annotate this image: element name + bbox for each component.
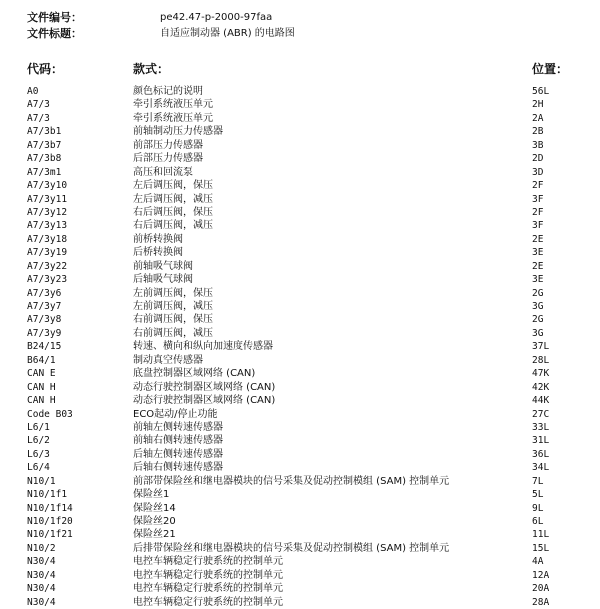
row-model: 前轴制动压力传感器 xyxy=(133,126,223,138)
row-position: 33L xyxy=(532,421,550,433)
row-model: 右前调压阀，减压 xyxy=(133,327,213,339)
row-model: 后部压力传感器 xyxy=(133,153,203,165)
table-row xyxy=(0,125,600,138)
row-code: N10/1f21 xyxy=(27,529,73,541)
table-row xyxy=(0,394,600,407)
column-header-code: 代码： xyxy=(27,62,64,76)
table-row xyxy=(0,273,600,286)
row-position: 2F xyxy=(532,180,544,192)
table-row xyxy=(0,340,600,353)
row-model: 前轴右侧转速传感器 xyxy=(133,435,223,447)
row-position: 37L xyxy=(532,341,550,353)
row-position: 34L xyxy=(532,462,550,474)
column-header-position: 位置： xyxy=(532,62,569,76)
row-code: A7/3b8 xyxy=(27,153,62,165)
table-row xyxy=(0,98,600,111)
row-position: 6L xyxy=(532,516,544,527)
doc-title-label: 文件标题： xyxy=(27,27,82,40)
row-model: 右后调压阀，减压 xyxy=(133,220,213,232)
row-position: 11L xyxy=(532,529,550,541)
row-code: N10/1 xyxy=(27,475,56,487)
table-row xyxy=(0,542,600,555)
row-position: 9L xyxy=(532,502,544,514)
row-code: Code B03 xyxy=(27,408,73,420)
table-row xyxy=(0,461,600,474)
row-model: 保险丝14 xyxy=(133,502,176,514)
row-position: 2F xyxy=(532,206,544,218)
table-row xyxy=(0,152,600,165)
row-code: N30/4 xyxy=(27,569,56,581)
table-row xyxy=(0,569,600,582)
table-row xyxy=(0,313,600,326)
row-code: A7/3b7 xyxy=(27,139,62,151)
row-position: 3F xyxy=(532,220,544,232)
row-model: 后轴右侧转速传感器 xyxy=(133,462,223,474)
row-model: 保险丝1 xyxy=(133,489,170,501)
row-position: 5L xyxy=(532,489,544,501)
table-row xyxy=(0,408,600,421)
row-position: 28L xyxy=(532,354,550,366)
row-code: N30/4 xyxy=(27,596,56,608)
row-model: 电控车辆稳定行驶系统的控制单元 xyxy=(133,556,283,568)
table-row xyxy=(0,193,600,206)
row-model: 高压和回流泵 xyxy=(133,166,193,178)
row-code: L6/1 xyxy=(27,421,50,433)
row-position: 3F xyxy=(532,193,544,205)
row-model: 左前调压阀，减压 xyxy=(133,301,213,312)
row-model: 底盘控制器区域网络 (CAN) xyxy=(133,368,256,380)
row-position: 36L xyxy=(532,448,550,460)
row-code: A7/3y13 xyxy=(27,220,68,232)
row-position: 4A xyxy=(532,556,544,568)
doc-title-value: 自适应制动器 (ABR) 的电路图 xyxy=(160,28,295,39)
row-model: 左后调压阀，保压 xyxy=(133,180,213,192)
table-row xyxy=(0,179,600,192)
table-row xyxy=(0,233,600,246)
table-row xyxy=(0,287,600,300)
row-position: 56L xyxy=(532,86,550,97)
table-row xyxy=(0,502,600,515)
row-model: 前轴吸气球阀 xyxy=(133,260,193,272)
row-model: 牵引系统液压单元 xyxy=(133,99,213,111)
row-code: N10/1f14 xyxy=(27,502,73,514)
row-model: 电控车辆稳定行驶系统的控制单元 xyxy=(133,583,283,595)
doc-number-label: 文件编号： xyxy=(27,11,82,24)
table-row xyxy=(0,596,600,609)
row-position: 28A xyxy=(532,596,550,608)
column-header-model: 款式： xyxy=(133,62,170,76)
row-model: 右前调压阀，保压 xyxy=(133,314,213,326)
row-code: A7/3y7 xyxy=(27,301,62,312)
row-code: A7/3y8 xyxy=(27,314,62,326)
row-model: 前部带保险丝和继电器模块的信号采集及促动控制模组 (SAM) 控制单元 xyxy=(133,475,450,487)
row-code: A7/3y12 xyxy=(27,206,68,218)
row-model: 保险丝21 xyxy=(133,529,176,541)
row-position: 31L xyxy=(532,435,550,447)
row-code: B24/15 xyxy=(27,341,62,353)
row-position: 3E xyxy=(532,247,544,259)
row-position: 3D xyxy=(532,166,544,178)
row-model: 颜色标记的说明 xyxy=(133,86,203,97)
row-code: A7/3y9 xyxy=(27,327,62,339)
row-code: N30/4 xyxy=(27,583,56,595)
table-row xyxy=(0,354,600,367)
row-code: A7/3y10 xyxy=(27,180,68,192)
row-model: 前轴左侧转速传感器 xyxy=(133,421,223,433)
row-code: L6/2 xyxy=(27,435,50,447)
row-model: 右后调压阀，保压 xyxy=(133,206,213,218)
row-code: CAN H xyxy=(27,381,56,393)
row-code: A7/3y18 xyxy=(27,233,68,245)
row-model: 牵引系统液压单元 xyxy=(133,112,213,124)
row-code: A7/3b1 xyxy=(27,126,62,138)
table-row xyxy=(0,555,600,568)
row-model: 左前调压阀，保压 xyxy=(133,287,213,299)
row-code: A0 xyxy=(27,86,39,97)
row-position: 15L xyxy=(532,542,550,554)
row-position: 3B xyxy=(532,139,544,151)
row-model: 后轴左侧转速传感器 xyxy=(133,448,223,460)
table-row xyxy=(0,488,600,501)
row-code: A7/3 xyxy=(27,112,50,124)
table-row xyxy=(0,85,600,98)
doc-number-value: pe42.47-p-2000-97faa xyxy=(160,12,273,23)
row-position: 2G xyxy=(532,314,544,326)
row-position: 3G xyxy=(532,327,544,339)
row-code: N30/4 xyxy=(27,556,56,568)
row-position: 2D xyxy=(532,153,544,165)
row-code: B64/1 xyxy=(27,354,56,366)
row-model: ECO起动/停止功能 xyxy=(133,408,218,420)
table-row xyxy=(0,260,600,273)
row-model: 前桥转换阀 xyxy=(133,233,183,245)
row-position: 3E xyxy=(532,274,544,286)
row-model: 电控车辆稳定行驶系统的控制单元 xyxy=(133,569,283,581)
table-row xyxy=(0,515,600,528)
row-model: 制动真空传感器 xyxy=(133,354,203,366)
row-model: 动态行驶控制器区域网络 (CAN) xyxy=(133,381,276,393)
table-row xyxy=(0,112,600,125)
table-row xyxy=(0,582,600,595)
row-model: 转速、横向和纵向加速度传感器 xyxy=(133,341,273,353)
row-position: 44K xyxy=(532,395,550,407)
table-row xyxy=(0,434,600,447)
table-row xyxy=(0,327,600,340)
row-code: A7/3y19 xyxy=(27,247,68,259)
table-row xyxy=(0,219,600,232)
row-position: 2E xyxy=(532,260,544,272)
table-row xyxy=(0,246,600,259)
table-row xyxy=(0,421,600,434)
row-model: 后桥转换阀 xyxy=(133,247,183,259)
row-position: 47K xyxy=(532,368,550,380)
row-code: L6/3 xyxy=(27,448,50,460)
row-position: 2A xyxy=(532,112,544,124)
row-code: A7/3y23 xyxy=(27,274,68,286)
row-model: 后排带保险丝和继电器模块的信号采集及促动控制模组 (SAM) 控制单元 xyxy=(133,542,450,554)
table-row xyxy=(0,448,600,461)
row-code: CAN H xyxy=(27,395,56,407)
row-code: N10/1f1 xyxy=(27,489,68,501)
row-code: N10/2 xyxy=(27,542,56,554)
table-row xyxy=(0,206,600,219)
table-row xyxy=(0,528,600,541)
row-code: A7/3y22 xyxy=(27,260,68,272)
row-position: 7L xyxy=(532,475,544,487)
table-row xyxy=(0,367,600,380)
row-position: 3G xyxy=(532,301,544,312)
row-position: 2B xyxy=(532,126,544,138)
row-position: 2E xyxy=(532,233,544,245)
row-code: L6/4 xyxy=(27,462,50,474)
table-row xyxy=(0,381,600,394)
component-table xyxy=(0,85,600,609)
row-position: 2H xyxy=(532,99,544,111)
row-code: A7/3 xyxy=(27,99,50,111)
row-model: 动态行驶控制器区域网络 (CAN) xyxy=(133,395,276,407)
row-model: 左后调压阀，减压 xyxy=(133,193,213,205)
row-code: A7/3m1 xyxy=(27,166,62,178)
row-position: 2G xyxy=(532,287,544,299)
row-model: 保险丝20 xyxy=(133,516,176,527)
row-model: 后轴吸气球阀 xyxy=(133,274,193,286)
table-row xyxy=(0,300,600,313)
row-position: 42K xyxy=(532,381,550,393)
row-code: N10/1f20 xyxy=(27,516,73,527)
table-row xyxy=(0,166,600,179)
table-row xyxy=(0,139,600,152)
row-model: 前部压力传感器 xyxy=(133,139,203,151)
row-code: A7/3y6 xyxy=(27,287,62,299)
row-position: 20A xyxy=(532,583,550,595)
row-position: 12A xyxy=(532,569,550,581)
row-code: CAN E xyxy=(27,368,56,380)
table-row xyxy=(0,475,600,488)
row-code: A7/3y11 xyxy=(27,193,68,205)
row-model: 电控车辆稳定行驶系统的控制单元 xyxy=(133,596,283,608)
row-position: 27C xyxy=(532,408,550,420)
